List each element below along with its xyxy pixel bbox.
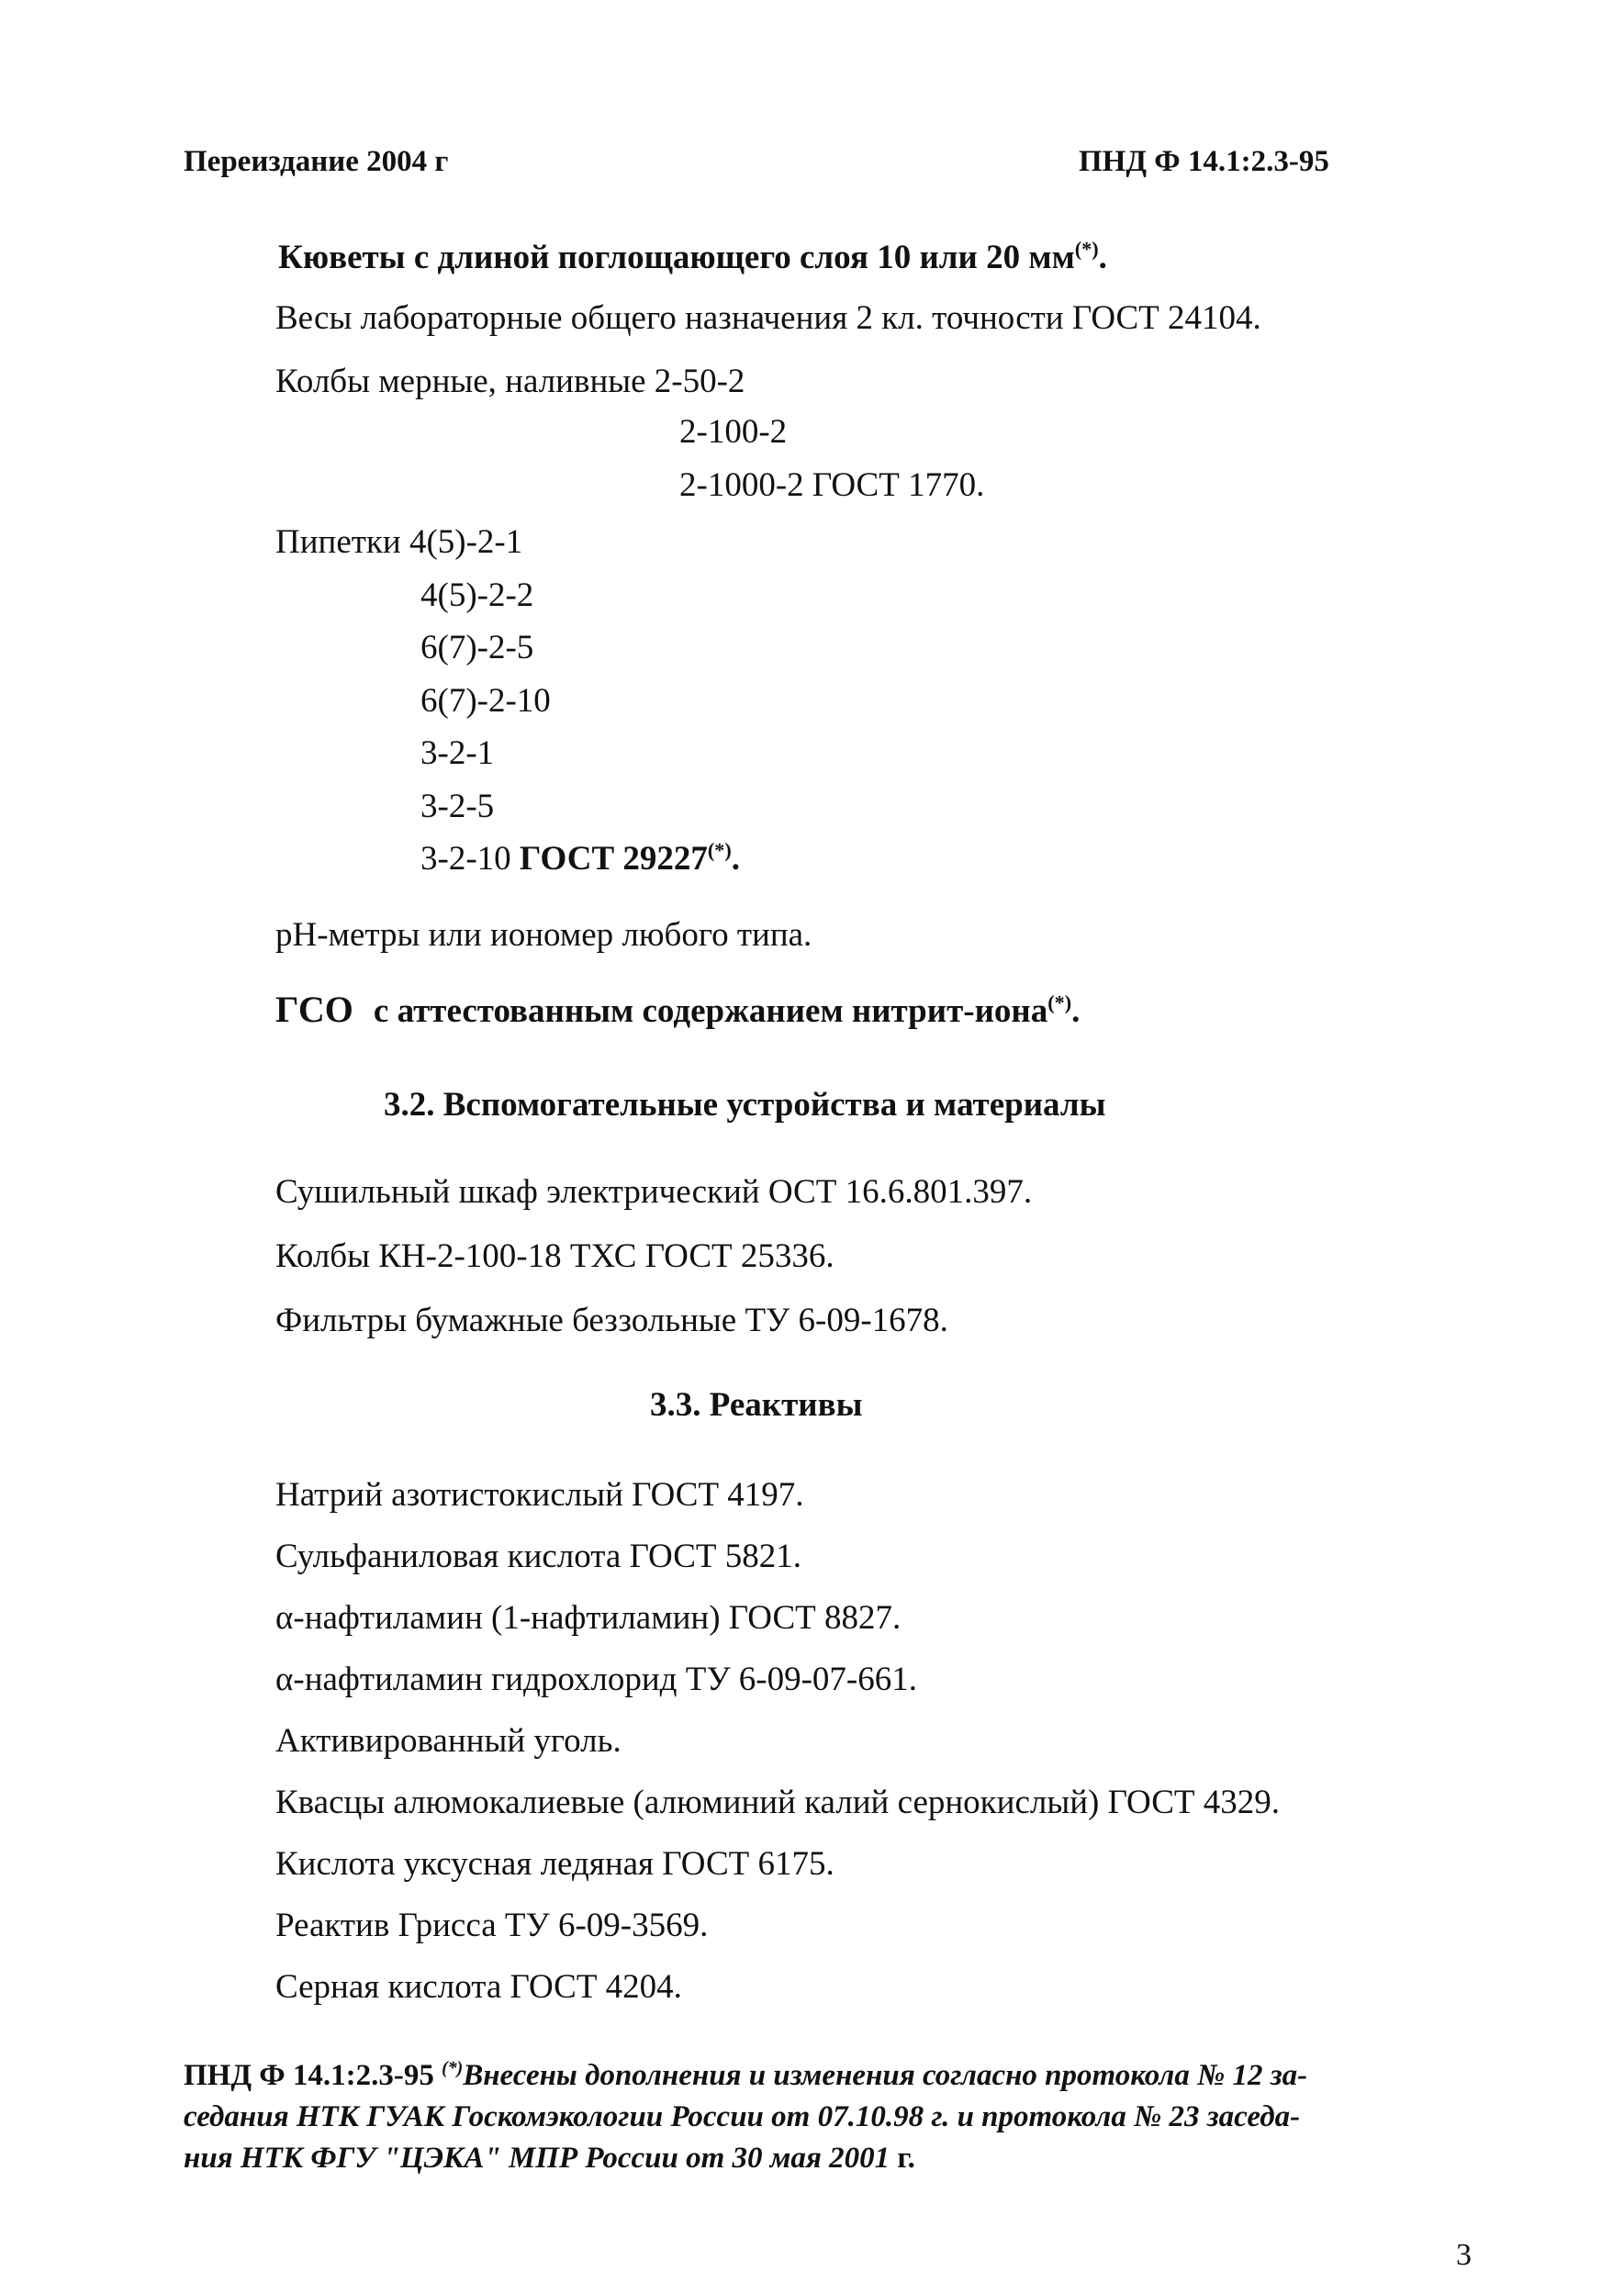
equipment-flask-2: 2-100-2 (679, 413, 788, 451)
section-3-3-item-7: Кислота уксусная ледяная ГОСТ 6175. (275, 1845, 834, 1883)
section-3-2-item-3: Фильтры бумажные беззольные ТУ 6-09-1678. (275, 1302, 948, 1339)
pipette-7-gost: ГОСТ 29227 (519, 840, 708, 878)
section-3-3-item-1: Натрий азотистокислый ГОСТ 4197. (275, 1476, 804, 1514)
gso-mark: (*) (1047, 990, 1072, 1014)
footnote-mark: (*) (442, 2058, 464, 2078)
equipment-scales: Весы лабораторные общего назначения 2 кл. точности ГОСТ 24104. (275, 299, 1261, 337)
footnote-line-2: седания НТК ГУАК Госкомэкологии России от 07.10.98 г. и протокола № 23 заседа- (184, 2100, 1301, 2133)
cuvettes-text: Кюветы с длиной поглощающего слоя 10 или 20 мм (278, 239, 1075, 276)
pipette-7-tail: . (731, 840, 741, 878)
footnote-line-1 (184, 2058, 1308, 2092)
cuvettes-mark: (*) (1074, 237, 1099, 261)
pipette-7-text: 3-2-10 (420, 840, 520, 878)
section-3-3-item-5: Активированный уголь. (275, 1722, 622, 1760)
pipette-7-mark: (*) (707, 838, 732, 862)
cuvettes-tail: . (1098, 239, 1107, 276)
header-doc-code: ПНД Ф 14.1:2.3-95 (1079, 145, 1329, 178)
gso-tail: . (1071, 992, 1081, 1030)
footnote-doc-code: ПНД Ф 14.1:2.3-95 (184, 2059, 434, 2092)
page-number: 3 (1456, 2238, 1472, 2272)
equipment-pipette-3: 6(7)-2-5 (420, 629, 534, 666)
section-3-3-item-3: α-нафтиламин (1-нафтиламин) ГОСТ 8827. (275, 1599, 902, 1637)
section-3-2-item-1: Сушильный шкаф электрический ОСТ 16.6.801.397. (275, 1173, 1033, 1211)
section-3-3-title: 3.3. Реактивы (650, 1386, 863, 1424)
section-3-3-item-2: Сульфаниловая кислота ГОСТ 5821. (275, 1538, 801, 1575)
equipment-gso (275, 991, 1080, 1028)
section-3-3-item-6: Квасцы алюмокалиевые (алюминий калий сернокислый) ГОСТ 4329. (275, 1784, 1280, 1821)
section-3-2-title: 3.2. Вспомогательные устройства и материалы (384, 1086, 1106, 1124)
equipment-pipette-5: 3-2-1 (420, 734, 495, 772)
footnote-text-3-tail: г. (890, 2142, 915, 2175)
section-3-3-item-8: Реактив Грисса ТУ 6-09-3569. (275, 1907, 709, 1944)
equipment-ph-meters: pH-метры или иономер любого типа. (275, 916, 812, 954)
equipment-pipette-6: 3-2-5 (420, 788, 495, 825)
equipment-cuvettes (278, 237, 1107, 276)
footnote-text-1: Внесены дополнения и изменения согласно протокола № 12 за- (463, 2059, 1308, 2092)
equipment-pipette-7 (420, 838, 741, 878)
equipment-flask-3: 2-1000-2 ГОСТ 1770. (679, 466, 985, 504)
equipment-pipette-2: 4(5)-2-2 (420, 576, 534, 614)
section-3-2-item-2: Колбы КН-2-100-18 ТХС ГОСТ 25336. (275, 1237, 834, 1275)
header-edition: Переиздание 2004 г (184, 145, 449, 178)
footnote-line-3 (184, 2143, 915, 2174)
section-3-3-item-4: α-нафтиламин гидрохлорид ТУ 6-09-07-661. (275, 1661, 918, 1698)
equipment-pipette-4: 6(7)-2-10 (420, 682, 551, 720)
gso-text: с аттестованным содержанием нитрит-иона (373, 992, 1048, 1030)
equipment-pipette-1: Пипетки 4(5)-2-1 (275, 523, 523, 561)
equipment-flask-1: Колбы мерные, наливные 2-50-2 (275, 363, 745, 400)
section-3-3-item-9: Серная кислота ГОСТ 4204. (275, 1968, 682, 2006)
footnote-text-3: ния НТК ФГУ "ЦЭКА" МПР России от 30 мая 2001 (184, 2142, 890, 2175)
gso-lead: ГСО (275, 989, 353, 1030)
